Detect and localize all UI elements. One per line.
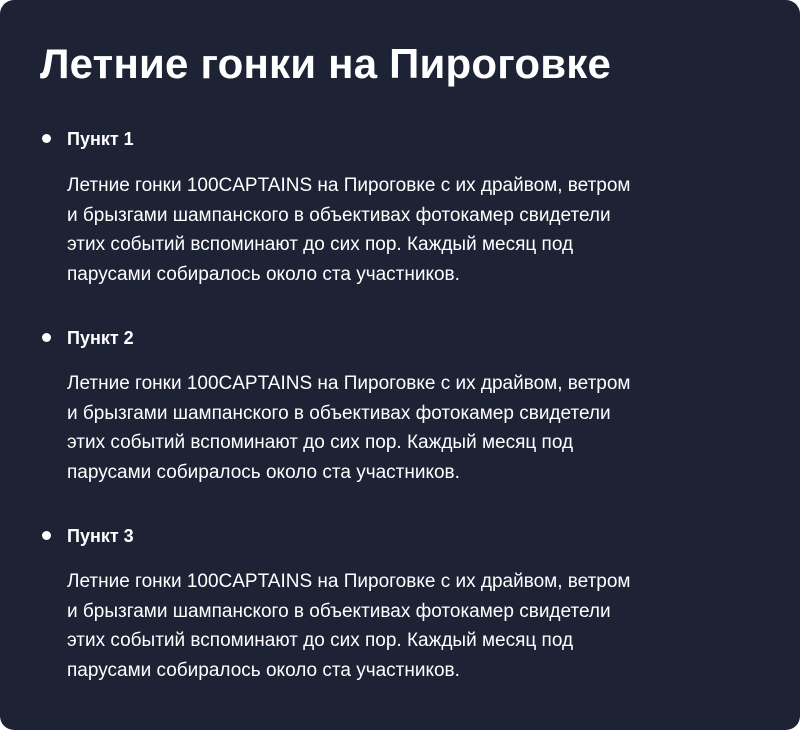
item-text-line: и брызгами шампанского в объективах фотокамер свидетели <box>67 402 611 424</box>
item-text <box>67 369 757 487</box>
item-text <box>67 567 757 685</box>
item-text-line: этих событий вспоминают до сих пор. Каждый месяц под <box>67 630 574 651</box>
item-text-line: Летние гонки 100CAPTAINS на Пироговке с их драйвом, ветром <box>67 571 631 592</box>
item-text-line: Летние гонки 100CAPTAINS на Пироговке с их драйвом, ветром <box>67 175 631 196</box>
bullet-icon <box>42 134 51 143</box>
bullet-icon <box>42 333 51 342</box>
item-text <box>67 171 757 289</box>
item-text-line: этих событий вспоминают до сих пор. Каждый месяц под <box>67 432 574 453</box>
bullet-icon <box>42 531 51 540</box>
item-text-line: парусами собиралось около ста участников. <box>67 461 460 483</box>
item-text-line: парусами собиралось около ста участников. <box>67 659 460 681</box>
item-text-line: Летние гонки 100CAPTAINS на Пироговке с их драйвом, ветром <box>67 373 631 394</box>
item-heading: Пункт 2 <box>67 328 134 348</box>
item-heading: Пункт 1 <box>67 129 134 149</box>
item-text-line: парусами собиралось около ста участников. <box>67 263 460 285</box>
item-heading: Пункт 3 <box>67 526 134 546</box>
item-text-line: этих событий вспоминают до сих пор. Каждый месяц под <box>67 234 574 255</box>
item-text-line: и брызгами шампанского в объективах фотокамер свидетели <box>67 600 611 622</box>
page-title: Летние гонки на Пироговке <box>40 40 612 87</box>
item-text-line: и брызгами шампанского в объективах фотокамер свидетели <box>67 204 611 226</box>
